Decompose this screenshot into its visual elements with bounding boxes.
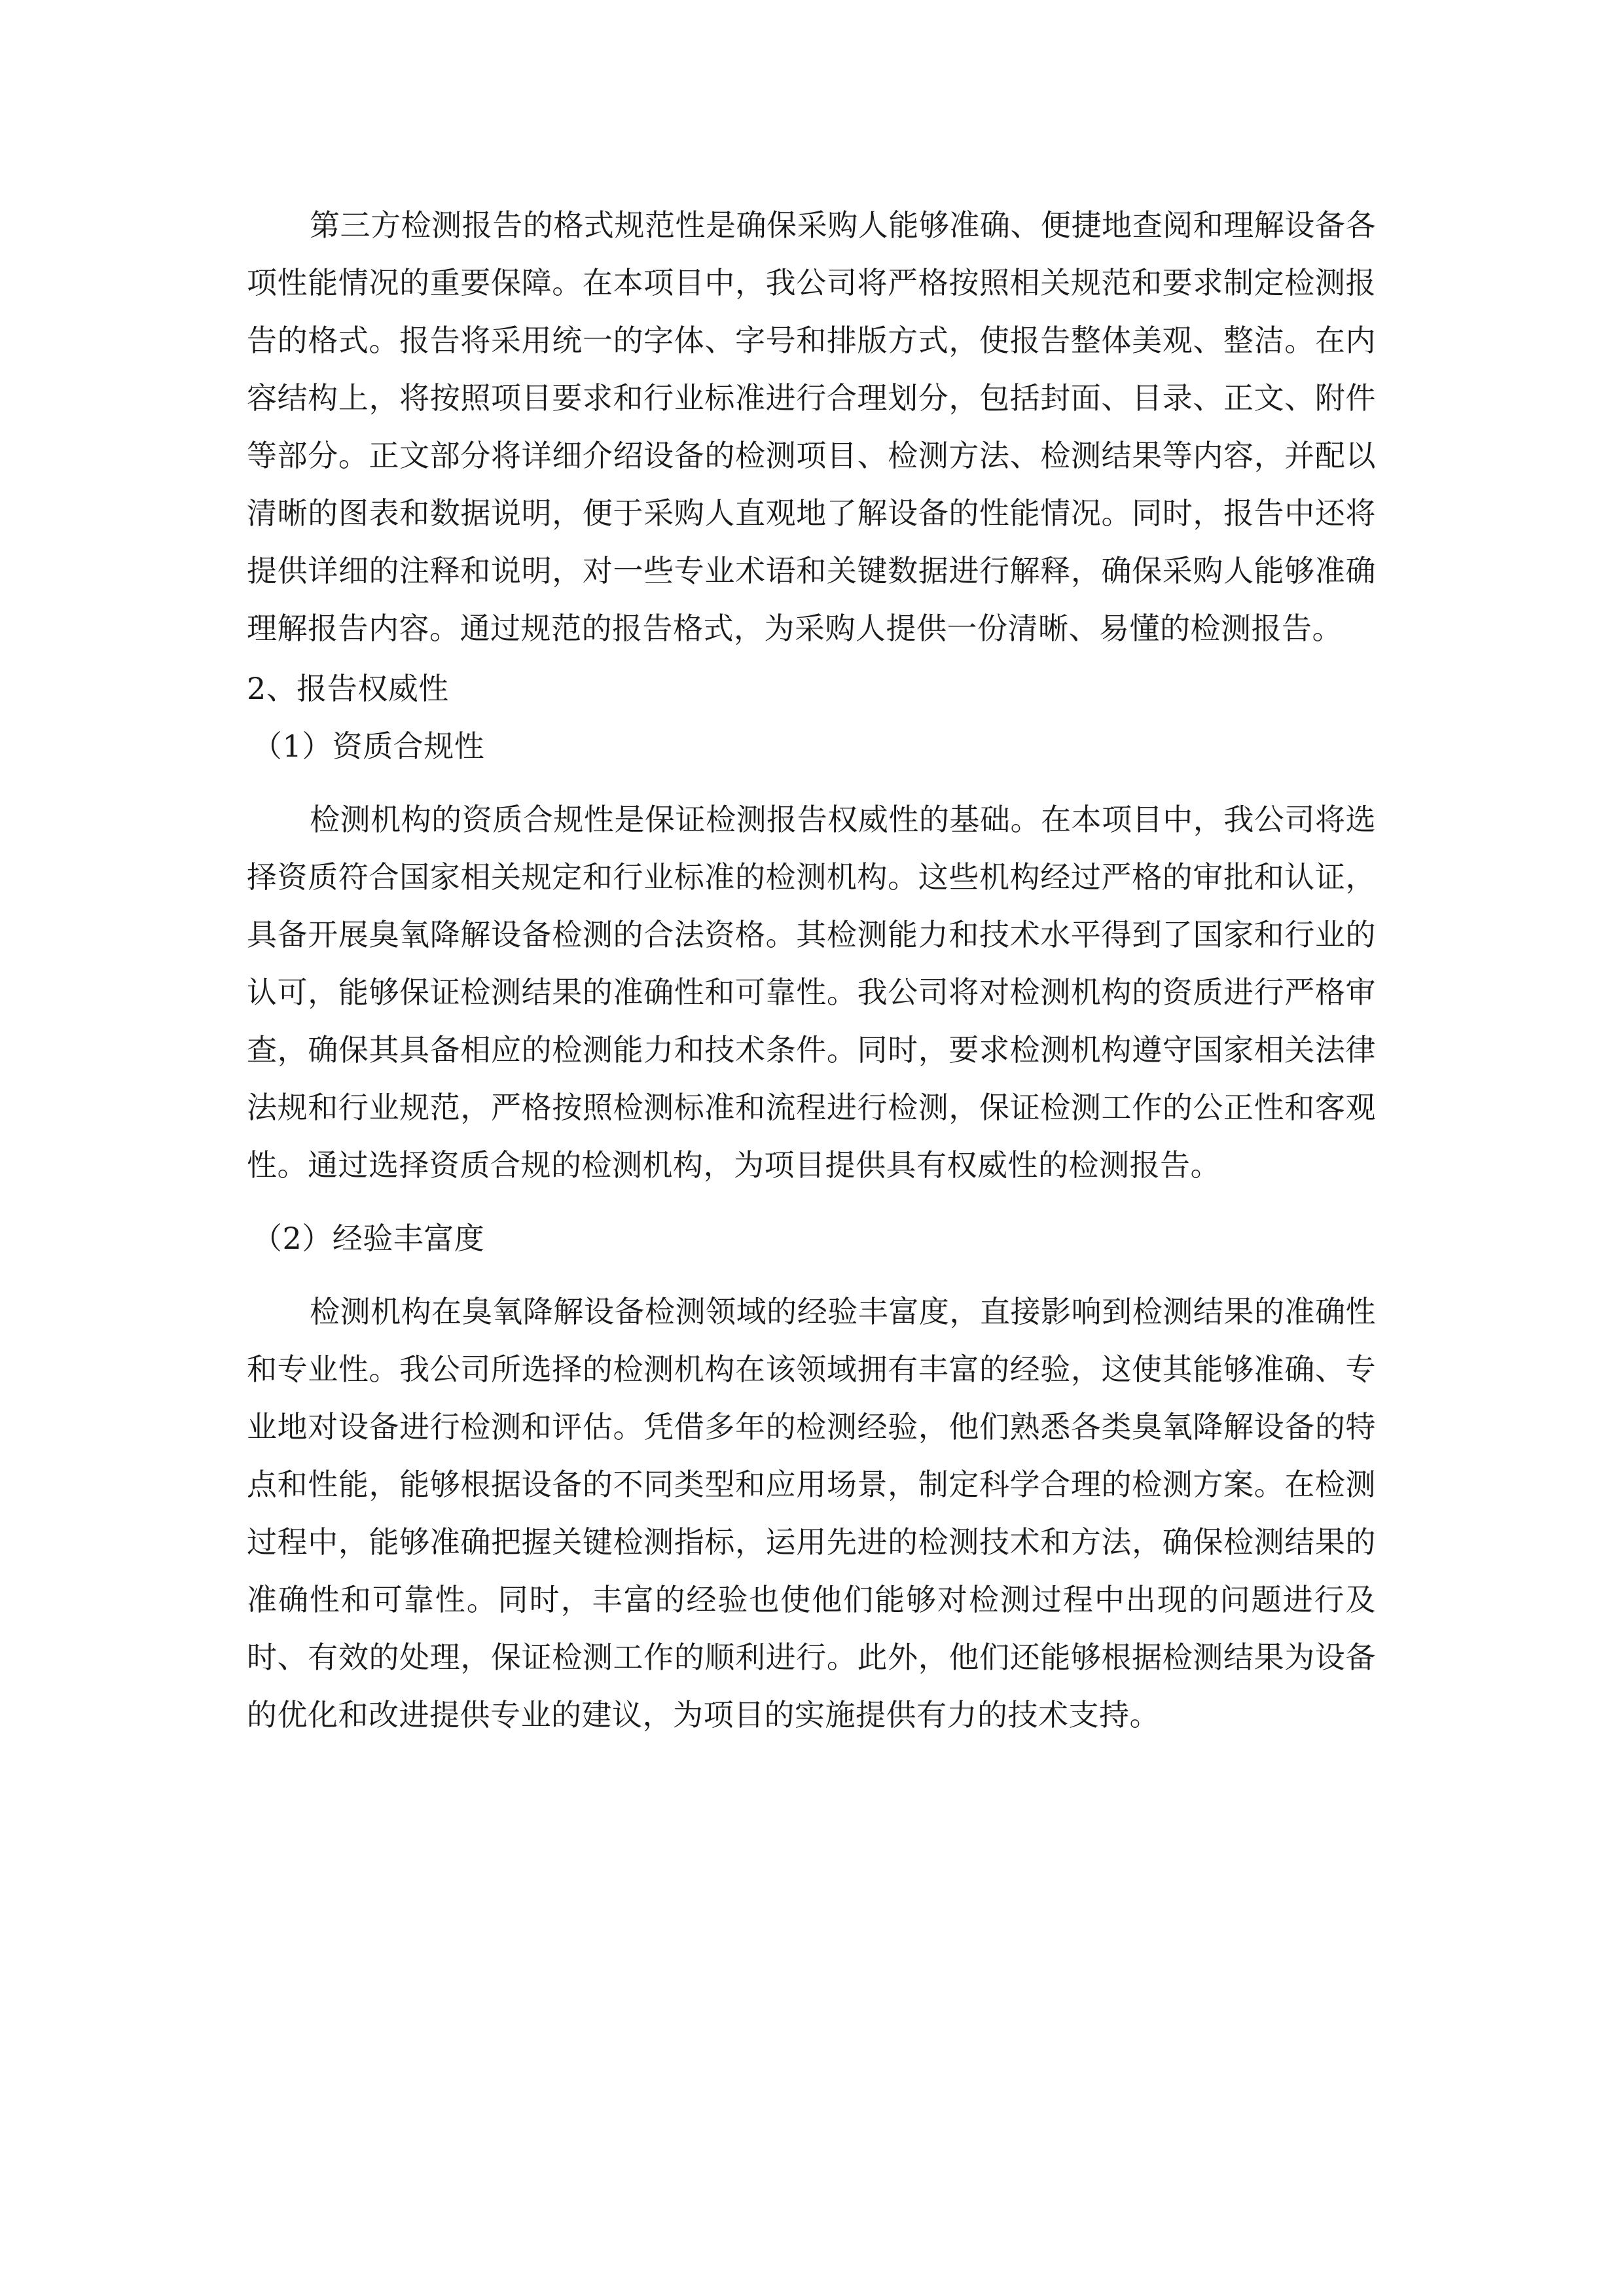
paragraph-report-format: 第三方检测报告的格式规范性是确保采购人能够准确、便捷地查阅和理解设备各项性能情况的重要保障。在本项目中，我公司将严格按照相关规范和要求制定检测报告的格式。报告将采用统一的字体、字号和排版方式，使报告整体美观、整洁。在内容结构上，将按照项目要求和行业标准进行合理划分，包括封面、目录、正文、附件等部分。正文部分将详细介绍设备的检测项目、检测方法、检测结果等内容，并配以清晰的图表和数据说明，便于采购人直观地了解设备的性能情况。同时，报告中还将提供详细的注释和说明，对一些专业术语和关键数据进行解释，确保采购人能够准确理解报告内容。通过规范的报告格式，为采购人提供一份清晰、易懂的检测报告。: [247, 207, 1376, 646]
paragraph-experience: 检测机构在臭氧降解设备检测领域的经验丰富度，直接影响到检测结果的准确性和专业性。我公司所选择的检测机构在该领域拥有丰富的经验，这使其能够准确、专业地对设备进行检测和评估。凭借多年的检测经验，他们熟悉各类臭氧降解设备的特点和性能，能够根据设备的不同类型和应用场景，制定科学合理的检测方案。在检测过程中，能够准确把握关键检测指标，运用先进的检测技术和方法，确保检测结果的准确性和可靠性。同时，丰富的经验也使他们能够对检测过程中出现的问题进行及时、有效的处理，保证检测工作的顺利进行。此外，他们还能够根据检测结果为设备的优化和改进提供专业的建议，为项目的实施提供有力的技术支持。: [247, 1294, 1376, 1732]
section-heading-report-authority: 2、报告权威性: [247, 671, 449, 706]
subsection-heading-qualification: （1）资质合规性: [252, 728, 485, 764]
subsection-heading-experience: （2）经验丰富度: [252, 1221, 485, 1256]
paragraph-qualification: 检测机构的资质合规性是保证检测报告权威性的基础。在本项目中，我公司将选择资质符合国家相关规定和行业标准的检测机构。这些机构经过严格的审批和认证，具备开展臭氧降解设备检测的合法资格。其检测能力和技术水平得到了国家和行业的认可，能够保证检测结果的准确性和可靠性。我公司将对检测机构的资质进行严格审查，确保其具备相应的检测能力和技术条件。同时，要求检测机构遵守国家相关法律法规和行业规范，严格按照检测标准和流程进行检测，保证检测工作的公正性和客观性。通过选择资质合规的检测机构，为项目提供具有权威性的检测报告。: [247, 802, 1376, 1183]
spacer: [247, 775, 1376, 791]
document-body: [247, 196, 1376, 1744]
spacer: [247, 1194, 1376, 1210]
spacer: [247, 1267, 1376, 1283]
